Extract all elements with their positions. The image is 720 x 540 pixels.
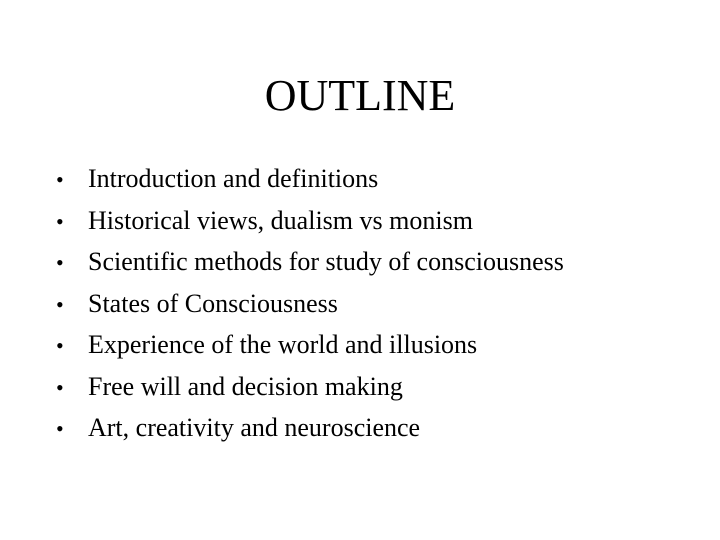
list-item-text: Historical views, dualism vs monism <box>88 205 473 235</box>
bullet-icon: • <box>56 208 64 234</box>
list-item-text: Art, creativity and neuroscience <box>88 413 421 442</box>
list-item-text: Free will and decision making <box>88 371 403 401</box>
bullet-icon: • <box>56 167 64 192</box>
slide-title: OUTLINE <box>264 71 456 120</box>
bullet-icon: • <box>56 416 64 441</box>
bullet-icon: • <box>56 374 64 400</box>
list-item <box>56 159 564 201</box>
list-item <box>56 408 564 450</box>
bullet-icon: • <box>56 250 64 275</box>
outline-list <box>56 159 564 450</box>
list-item-text: States of Consciousness <box>88 288 338 318</box>
list-item-text: Experience of the world and illusions <box>88 330 478 359</box>
bullet-icon: • <box>56 333 64 358</box>
bullet-icon: • <box>56 291 64 317</box>
list-item-text: Introduction and definitions <box>88 164 379 193</box>
list-item <box>56 242 564 284</box>
list-item-text: Scientific methods for study of consciousness <box>88 247 564 276</box>
list-item <box>56 284 564 326</box>
list-item <box>56 201 564 243</box>
list-item <box>56 367 564 409</box>
list-item <box>56 325 564 367</box>
